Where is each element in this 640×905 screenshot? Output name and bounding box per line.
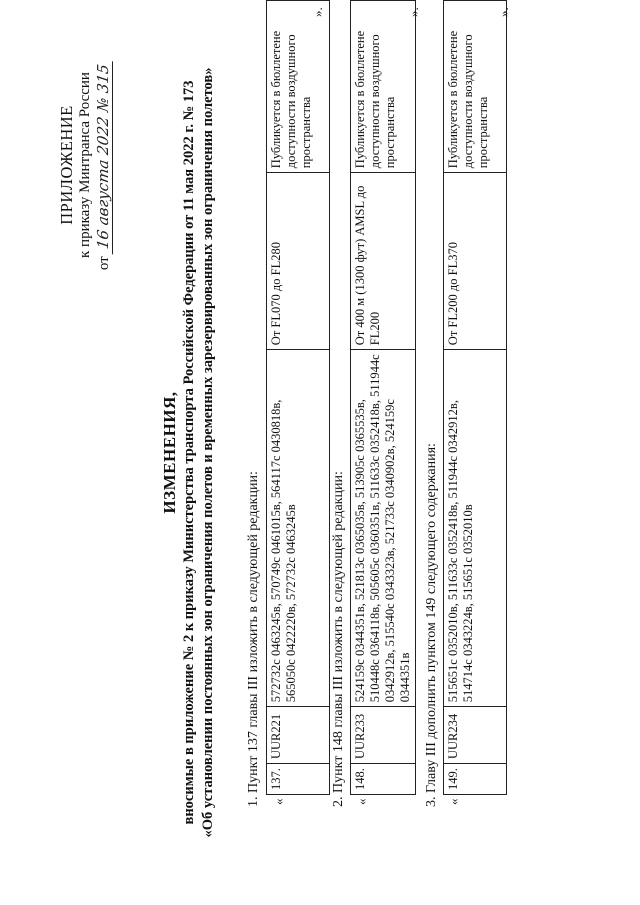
altitude-limits: От 400 м (1300 фут) AMSL до FL200 [351,173,416,350]
amendment-table-3 [443,0,507,795]
amendment-table-2 [350,0,416,795]
row-number: 148. [351,764,416,795]
open-quote-1: « [271,798,286,805]
publication-note: Публикуется в бюллетене доступности воздушного пространства [444,1,507,173]
altitude-limits: От FL200 до FL370 [444,173,507,350]
handwritten-date-signature: 16 августа 2022 № 315 [94,59,113,254]
zone-code: UUR233 [351,707,416,764]
zone-coordinates: 524159с 0344351в, 521813с 0365035в, 513905с 0365535в, 510448с 0364118в, 505605с 0360351в, 511633с 0352418в, 511944с 0342912в, 515540с 0343323в, 521733с 0340902в, 524159с 0344351в [351,350,416,707]
zone-code: UUR221 [267,707,330,764]
document-title [160,20,218,885]
appendix-heading: ПРИЛОЖЕНИЕ [57,105,76,225]
amendment-instruction-3: 3. Главу III дополнить пунктом 149 следующего содержания: [424,443,439,807]
amendment-instruction-2: 2. Пункт 148 главы III изложить в следующей редакции: [331,471,346,807]
zone-code: UUR234 [444,707,507,764]
table-row [444,1,507,795]
row-number: 137. [267,764,330,795]
appendix-order-line: к приказу Минтранса России [77,72,93,258]
title-line-3: «Об установлении постоянных зон ограничения полетов и временных зарезервированных зон ограничения полетов» [200,67,216,838]
close-quote-1: ». [310,7,325,17]
close-quote-3: ». [496,7,511,17]
title-line-2: вносимые в приложение № 2 к приказу Министерства транспорта Российской Федерации от 11 мая 2022 г. № 173 [181,80,197,825]
publication-note: Публикуется в бюллетене доступности воздушного пространства [351,1,416,173]
altitude-limits: От FL070 до FL280 [267,173,330,350]
table-row [351,1,416,795]
close-quote-2: ». [406,7,421,17]
zone-coordinates: 515651с 0352010в, 511633с 0352418в, 511944с 0342912в, 514714с 0343224в, 515651с 0352010в [444,350,507,707]
open-quote-3: « [446,798,461,805]
title-line-1: ИЗМЕНЕНИЯ, [160,391,179,514]
amendment-instruction-1: 1. Пункт 137 главы III изложить в следующей редакции: [246,471,261,807]
appendix-header [58,15,113,315]
publication-note: Публикуется в бюллетене доступности воздушного пространства [267,1,330,173]
appendix-date-prefix: от [96,256,112,271]
appendix-date-line [94,15,113,315]
row-number: 149. [444,764,507,795]
amendment-table-1 [266,0,330,795]
zone-coordinates: 572732с 0463245в, 570749с 0461015в, 564117с 0430818в, 565050с 0422220в, 572732с 0463245в [267,350,330,707]
open-quote-2: « [354,798,369,805]
table-row [267,1,330,795]
